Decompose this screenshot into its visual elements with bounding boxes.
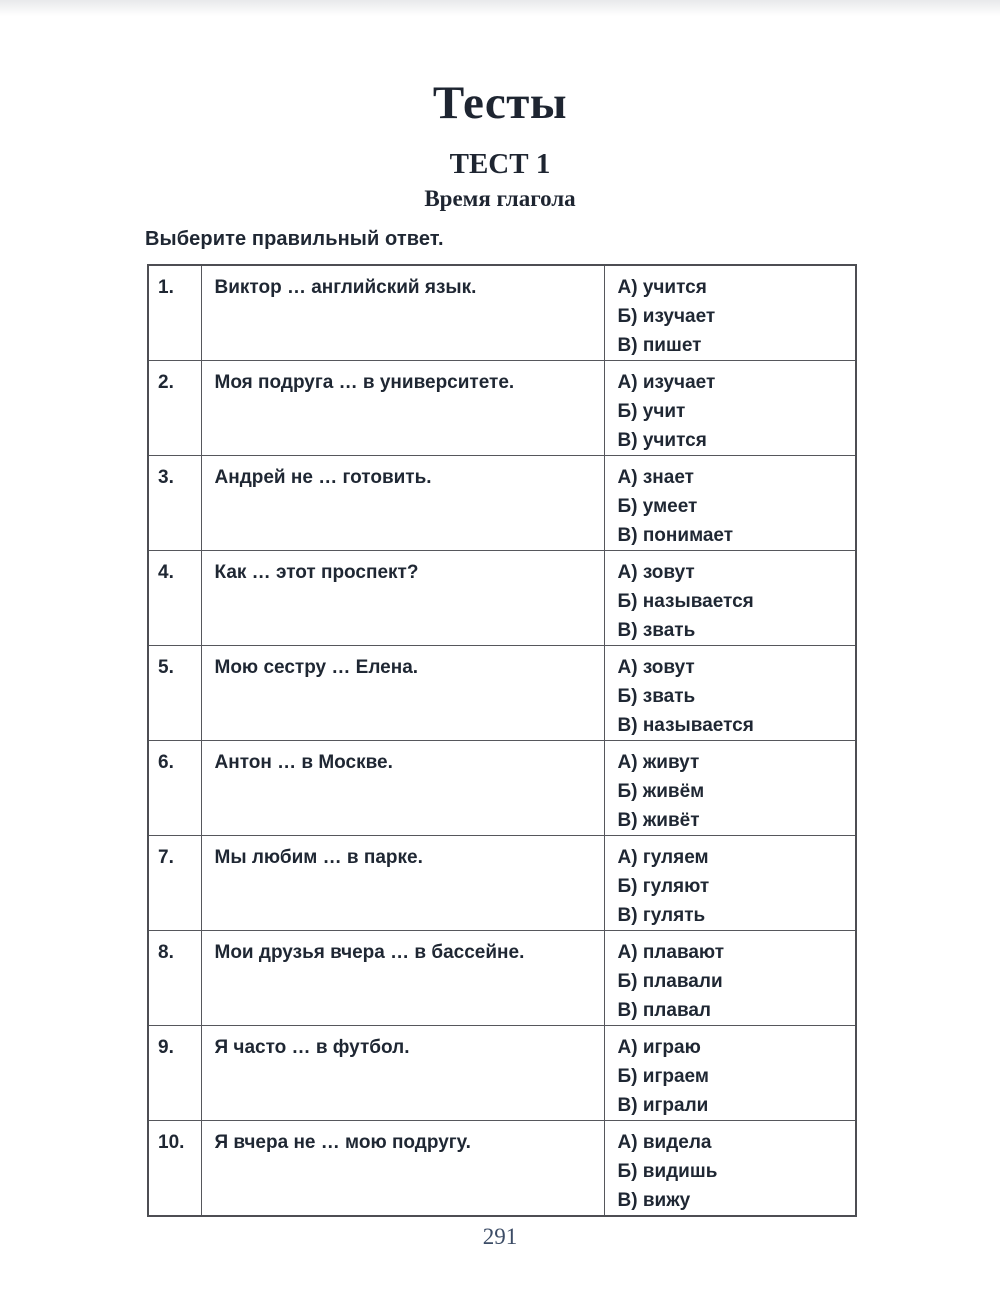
table-row bbox=[148, 836, 856, 931]
answer-option: А) зовут bbox=[617, 562, 695, 583]
question-text: Виктор … английский язык. bbox=[201, 265, 604, 361]
answer-option: В) плавал bbox=[617, 1000, 712, 1021]
answer-option: А) живут bbox=[617, 752, 700, 773]
answer-option: А) видела bbox=[617, 1132, 712, 1153]
answer-option: Б) изучает bbox=[617, 306, 716, 327]
answer-options bbox=[604, 551, 856, 646]
answer-options bbox=[604, 836, 856, 931]
answer-option: В) понимает bbox=[617, 525, 734, 546]
table-row bbox=[148, 646, 856, 741]
answer-option: В) пишет bbox=[617, 335, 702, 356]
answer-option: В) живёт bbox=[617, 810, 700, 831]
table-row bbox=[148, 456, 856, 551]
question-number: 2. bbox=[148, 361, 201, 456]
answer-option: Б) гуляют bbox=[617, 876, 710, 897]
answer-option: В) гулять bbox=[617, 905, 706, 926]
answer-option: Б) звать bbox=[617, 686, 696, 707]
answer-option: Б) умеет bbox=[617, 496, 698, 517]
table-row bbox=[148, 551, 856, 646]
answer-options bbox=[604, 361, 856, 456]
answer-option: В) вижу bbox=[617, 1190, 691, 1211]
table-row bbox=[148, 741, 856, 836]
answer-options bbox=[604, 1121, 856, 1217]
answer-options bbox=[604, 456, 856, 551]
question-text: Как … этот проспект? bbox=[201, 551, 604, 646]
answer-options bbox=[604, 1026, 856, 1121]
answer-option: Б) играем bbox=[617, 1066, 709, 1087]
question-text: Я часто … в футбол. bbox=[201, 1026, 604, 1121]
answer-option: В) учится bbox=[617, 430, 707, 451]
question-text: Мы любим … в парке. bbox=[201, 836, 604, 931]
answer-option: Б) плавали bbox=[617, 971, 723, 992]
answer-option: А) знает bbox=[617, 467, 694, 488]
question-text: Мою сестру … Елена. bbox=[201, 646, 604, 741]
answer-option: В) звать bbox=[617, 620, 696, 641]
answer-option: А) учится bbox=[617, 277, 707, 298]
page-top-shadow bbox=[0, 0, 1000, 16]
question-text: Я вчера не … мою подругу. bbox=[201, 1121, 604, 1217]
page-number: 291 bbox=[482, 1224, 518, 1249]
main-title: Тесты bbox=[432, 77, 568, 129]
answer-option: Б) видишь bbox=[617, 1161, 718, 1182]
answer-option: Б) называется bbox=[617, 591, 754, 612]
test-title: ТЕСТ 1 bbox=[449, 148, 551, 180]
answer-option: А) играю bbox=[617, 1037, 701, 1058]
question-text: Мои друзья вчера … в бассейне. bbox=[201, 931, 604, 1026]
question-number: 10. bbox=[148, 1121, 201, 1217]
test-subtitle: Время глагола bbox=[424, 186, 576, 211]
question-text: Андрей не … готовить. bbox=[201, 456, 604, 551]
answer-options bbox=[604, 931, 856, 1026]
answer-option: Б) учит bbox=[617, 401, 686, 422]
question-number: 7. bbox=[148, 836, 201, 931]
answer-option: А) изучает bbox=[617, 372, 716, 393]
answer-option: А) зовут bbox=[617, 657, 695, 678]
answer-option: В) называется bbox=[617, 715, 754, 736]
answer-option: А) плавают bbox=[617, 942, 724, 963]
question-number: 1. bbox=[148, 265, 201, 361]
answer-option: Б) живём bbox=[617, 781, 705, 802]
question-text: Антон … в Москве. bbox=[201, 741, 604, 836]
table-row bbox=[148, 931, 856, 1026]
answer-options bbox=[604, 265, 856, 361]
instruction-text: Выберите правильный ответ. bbox=[145, 228, 444, 250]
table-row bbox=[148, 361, 856, 456]
answer-options bbox=[604, 646, 856, 741]
question-number: 5. bbox=[148, 646, 201, 741]
test-table-body bbox=[148, 265, 856, 1216]
question-text: Моя подруга … в университете. bbox=[201, 361, 604, 456]
answer-options bbox=[604, 741, 856, 836]
question-number: 3. bbox=[148, 456, 201, 551]
answer-option: А) гуляем bbox=[617, 847, 709, 868]
test-table bbox=[147, 264, 857, 1217]
table-row bbox=[148, 1121, 856, 1217]
answer-option: В) играли bbox=[617, 1095, 709, 1116]
question-number: 9. bbox=[148, 1026, 201, 1121]
question-number: 6. bbox=[148, 741, 201, 836]
table-row bbox=[148, 1026, 856, 1121]
question-number: 4. bbox=[148, 551, 201, 646]
question-number: 8. bbox=[148, 931, 201, 1026]
table-row bbox=[148, 265, 856, 361]
